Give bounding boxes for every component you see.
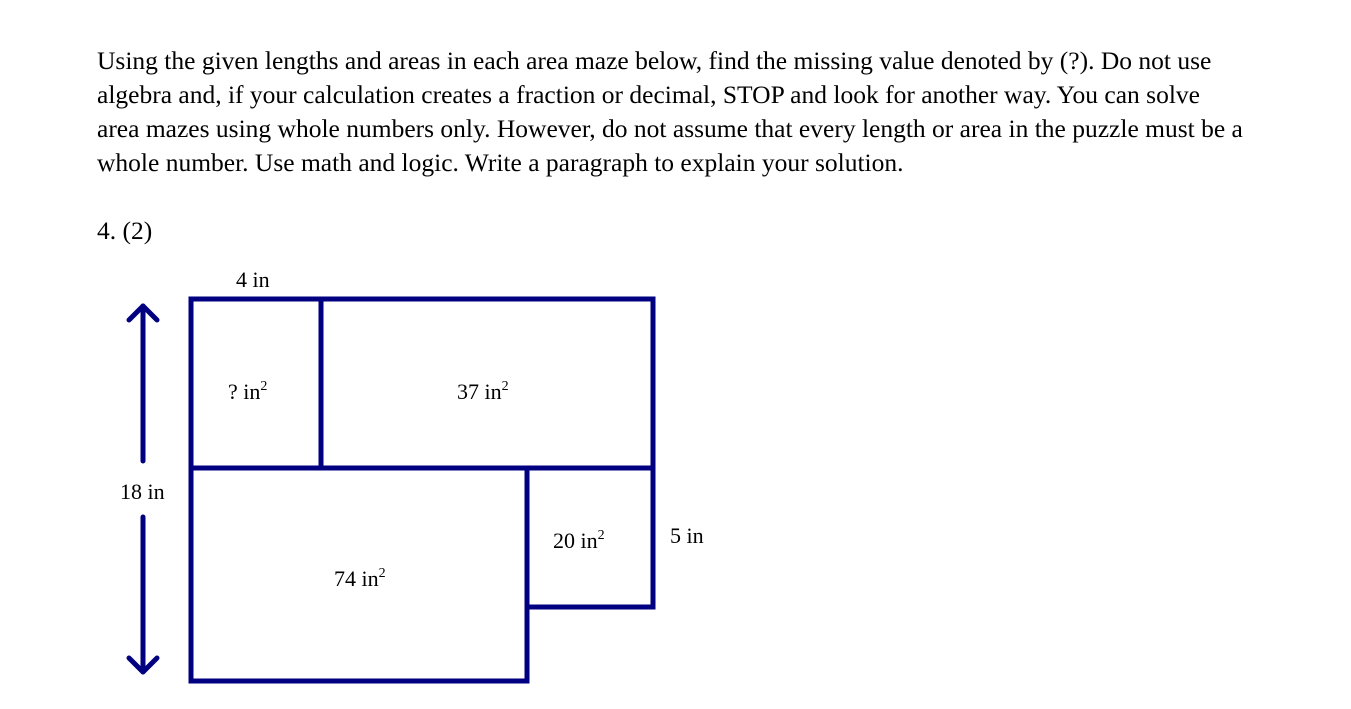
height-label: 18 in — [120, 479, 165, 504]
small-right-area-label: 20 $in^2$ — [553, 528, 605, 553]
problem-number: 4. (2) — [97, 216, 153, 245]
maze-lines — [191, 299, 653, 681]
top-right-area-label: 37 $in^2$ — [457, 379, 509, 404]
bottom-left-area-label: 74 $in^2$ — [334, 566, 386, 591]
unknown-area-label: ? $in^2$ — [228, 379, 268, 404]
top-length-label: 4 in — [236, 267, 270, 292]
right-length-label: 5 in — [670, 523, 704, 548]
instructions-text: Using the given lengths and areas in each area maze below, find the missing value denoted by (?). Do not use algebra and, if your calculation creates a fraction or decimal, STOP and look for another way. You can solve area mazes using whole numbers only. However, do not assume that every length or area in the puzzle must be a whole number. Use math and logic. Write a paragraph to explain your solution. — [97, 46, 1243, 177]
